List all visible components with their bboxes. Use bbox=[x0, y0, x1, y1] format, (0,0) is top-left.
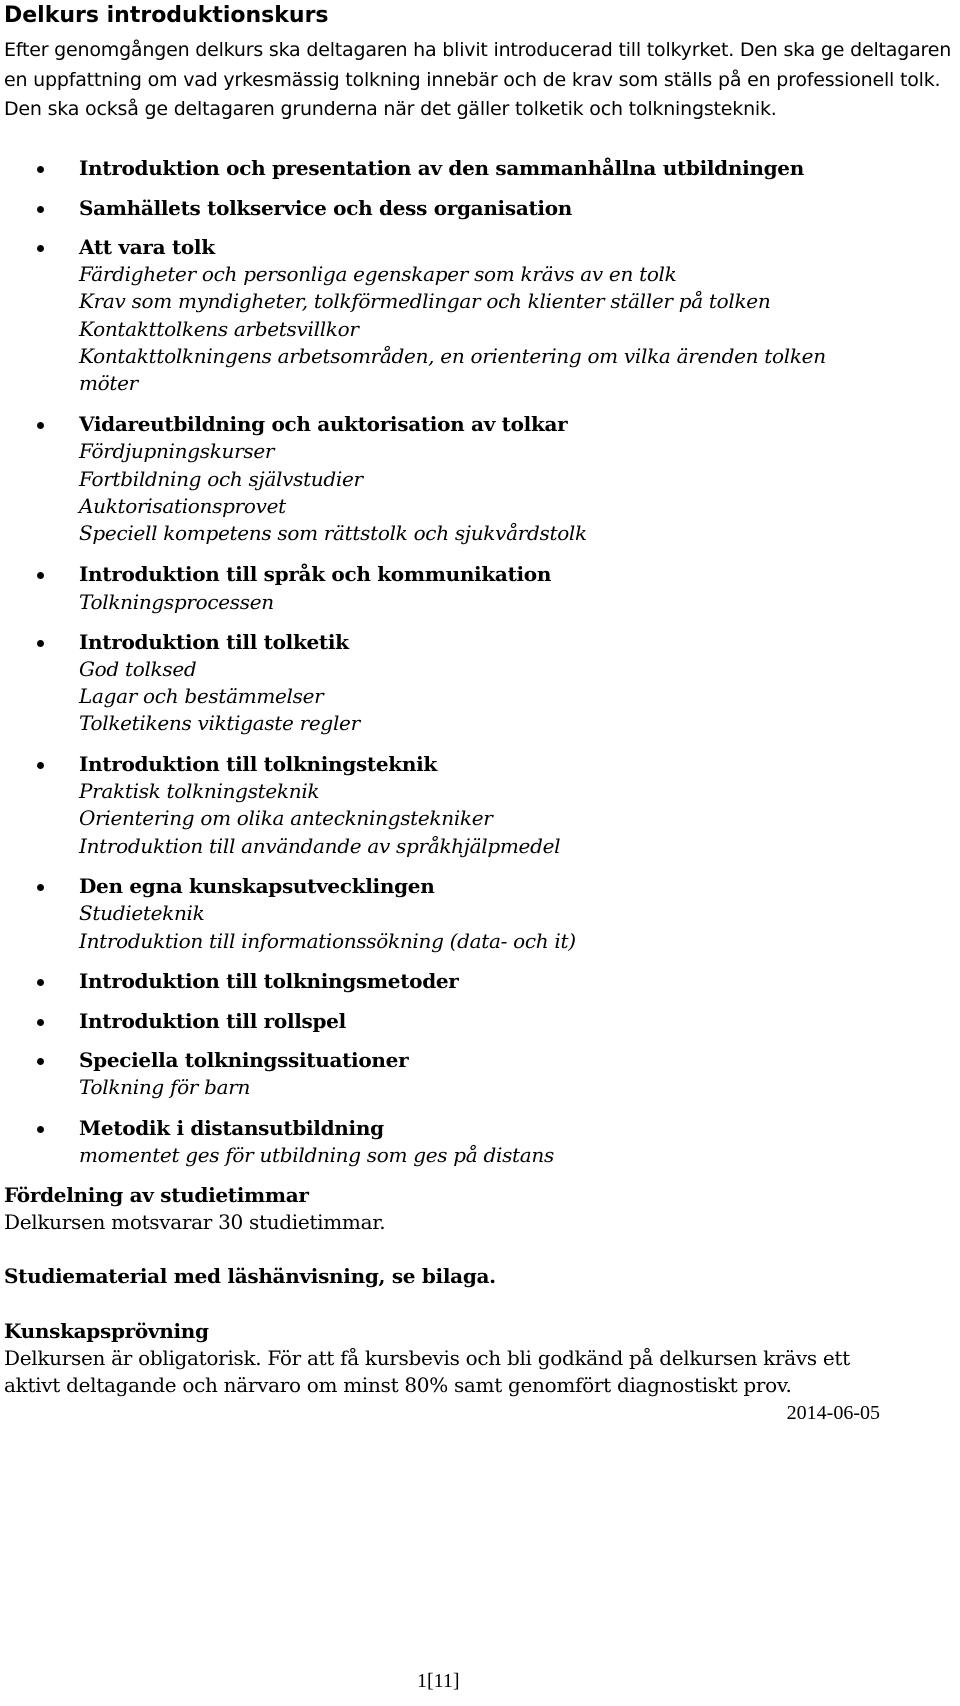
document-title: Delkurs introduktionskurs bbox=[4, 3, 329, 28]
topic-subitem: Kontakttolkningens arbetsområden, en orientering om vilka ärenden tolken bbox=[79, 344, 826, 368]
topic-title: Introduktion till tolkningsmetoder bbox=[79, 969, 459, 993]
topic-title: Introduktion till språk och kommunikation bbox=[79, 562, 552, 586]
topic-subitem: Tolkning för barn bbox=[79, 1075, 251, 1099]
topic-subitem: Orientering om olika anteckningstekniker bbox=[79, 806, 493, 830]
bullet-icon bbox=[37, 762, 44, 769]
topic-subitem: Kontakttolkens arbetsvillkor bbox=[79, 317, 359, 341]
hours-heading: Fördelning av studietimmar bbox=[4, 1183, 309, 1207]
topic-subitem: Introduktion till informationssökning (data- och it) bbox=[79, 929, 576, 953]
topic-title: Vidareutbildning och auktorisation av tolkar bbox=[79, 412, 568, 436]
page-number: 1[11] bbox=[417, 1670, 460, 1692]
topic-subitem: möter bbox=[79, 371, 138, 395]
bullet-icon bbox=[37, 166, 44, 173]
bullet-icon bbox=[37, 572, 44, 579]
topic-subitem: Tolketikens viktigaste regler bbox=[79, 711, 360, 735]
bullet-icon bbox=[37, 422, 44, 429]
topic-title: Metodik i distansutbildning bbox=[79, 1116, 384, 1140]
bullet-icon bbox=[37, 884, 44, 891]
topic-title: Den egna kunskapsutvecklingen bbox=[79, 874, 435, 898]
bullet-icon bbox=[37, 640, 44, 647]
topic-subitem: momentet ges för utbildning som ges på distans bbox=[79, 1143, 554, 1167]
topic-title: Att vara tolk bbox=[79, 235, 215, 259]
intro-paragraph bbox=[4, 36, 952, 125]
topic-title: Speciella tolkningssituationer bbox=[79, 1048, 409, 1072]
bullet-icon bbox=[37, 1126, 44, 1133]
material-heading: Studiematerial med läshänvisning, se bilaga. bbox=[4, 1264, 496, 1288]
document-date: 2014-06-05 bbox=[786, 1402, 880, 1424]
exam-heading: Kunskapsprövning bbox=[4, 1319, 209, 1343]
topic-subitem: Fördjupningskurser bbox=[79, 439, 275, 463]
topic-subitem: Studieteknik bbox=[79, 901, 205, 925]
bullet-icon bbox=[37, 1058, 44, 1065]
bullet-icon bbox=[37, 206, 44, 213]
topic-title: Introduktion till rollspel bbox=[79, 1009, 346, 1033]
exam-text: Delkursen är obligatorisk. För att få kursbevis och bli godkänd på delkursen krävs ett bbox=[4, 1346, 850, 1370]
topic-title: Introduktion till tolketik bbox=[79, 630, 349, 654]
topic-subitem: Fortbildning och självstudier bbox=[79, 467, 363, 491]
topic-title: Introduktion och presentation av den sammanhållna utbildningen bbox=[79, 156, 804, 180]
topic-subitem: Färdigheter och personliga egenskaper som krävs av en tolk bbox=[79, 262, 677, 286]
bullet-icon bbox=[37, 245, 44, 252]
topic-subitem: Lagar och bestämmelser bbox=[79, 684, 324, 708]
hours-text: Delkursen motsvarar 30 studietimmar. bbox=[4, 1210, 386, 1234]
topic-title: Samhällets tolkservice och dess organisation bbox=[79, 196, 572, 220]
topic-subitem: Speciell kompetens som rättstolk och sjukvårdstolk bbox=[79, 521, 587, 545]
topic-subitem: Introduktion till användande av språkhjälpmedel bbox=[79, 834, 561, 858]
topic-title: Introduktion till tolkningsteknik bbox=[79, 752, 437, 776]
topic-subitem: Krav som myndigheter, tolkförmedlingar och klienter ställer på tolken bbox=[79, 289, 771, 313]
topic-subitem: Praktisk tolkningsteknik bbox=[79, 779, 320, 803]
exam-text: aktivt deltagande och närvaro om minst 80% samt genomfört diagnostiskt prov. bbox=[4, 1373, 792, 1397]
intro-text: Efter genomgången delkurs ska deltagaren ha blivit introducerad till tolkyrket. Den ska ge deltagaren en uppfattning om vad yrkesmässig tolkning innebär och de krav som ställs på en professionell tolk. Den ska också ge deltagaren grunderna när det gäller tolketik och tolkningsteknik. bbox=[4, 39, 952, 120]
topic-subitem: God tolksed bbox=[79, 657, 197, 681]
topic-subitem: Auktorisationsprovet bbox=[79, 494, 286, 518]
bullet-icon bbox=[37, 979, 44, 986]
bullet-icon bbox=[37, 1019, 44, 1026]
topic-subitem: Tolkningsprocessen bbox=[79, 590, 274, 614]
